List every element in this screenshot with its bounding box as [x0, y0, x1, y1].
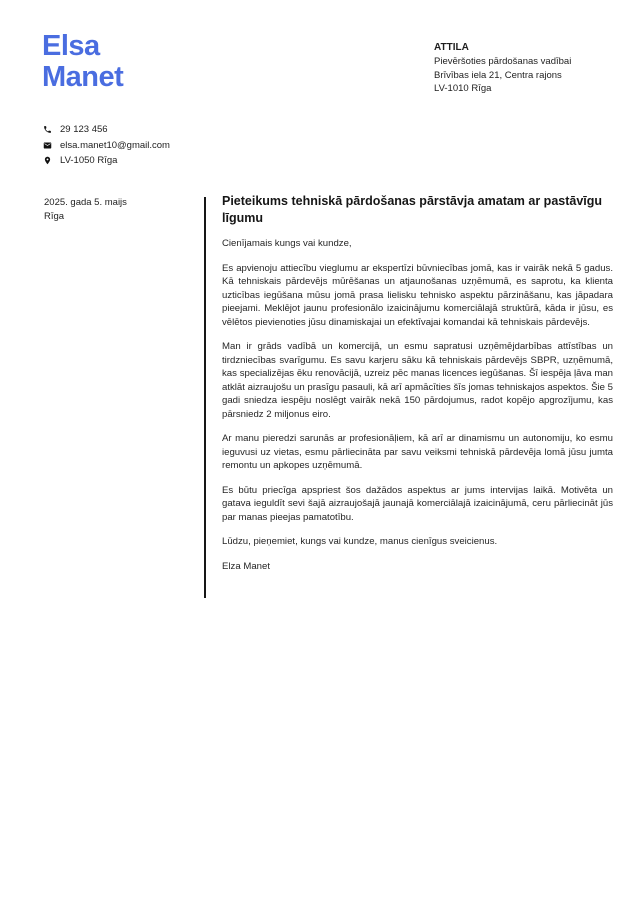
- contact-row-email: [42, 138, 170, 154]
- letter-paragraph: Es apvienoju attiecību vieglumu ar ekspertīzi būvniecības jomā, kas ir vairāk nekā 5 gadus. Kā tehniskais pārdevējs mūrēšanas un atjaunošanas uzņēmumā, es saprotu, ka klienta uzticības iegūšana mūsu jomā prasa lielisku tehnisko aspektu pārzināšanu, kas jāpadara pieejami. Meklējot jaunu profesionālo izaicinājumu komerciālajā struktūrā, kāda ir jūsu, es vēlētos pievienoties jūsu dinamiskajai un efektīvajai komandai kā tehniskais pārdevējs.: [222, 262, 613, 328]
- sender-last-name: Manet: [42, 61, 124, 93]
- contact-email-value: elsa.manet10@gmail.com: [60, 139, 170, 151]
- date-block: [44, 196, 127, 223]
- letter-body: [222, 193, 613, 573]
- vertical-divider: [204, 197, 206, 598]
- letter-paragraph: Ar manu pieredzi sarunās ar profesionāļiem, kā arī ar dinamismu un autonomiju, ko esmu ieguvusi uz vietas, esmu pārliecināta par savu veiksmi tehniskā pārdevēja lomā jūsu jumta remontu un apkopes uzņēmumā.: [222, 433, 613, 471]
- contact-address-value: LV-1050 Rīga: [60, 155, 118, 167]
- letter-closing: Lūdzu, pieņemiet, kungs vai kundze, manus cienīgus sveicienus.: [222, 536, 498, 547]
- letter-paragraph: Man ir grāds vadībā un komercijā, un esmu sapratusi uzņēmējdarbības attīstības un tirdzniecības svarīgumu. Es savu karjeru sāku kā tehniskais pārdevējs SBPR, uzņēmumā, kas specializējas ēku renovācijā, uzreiz pēc manas licences iegūšanas. Šī iespēja ļāva man atklāt aizraujošu un prasīgu pasauli, kā arī apmācīties šīs jomas tehniskajos aspektos. Šie 5 gadi sniedza iespēju noslēgt vairāk nekā 150 pārdojumus, radot kopējo apgrozījumu, kas pārsniedz 2 miljonus eiro.: [222, 341, 613, 420]
- letter-city: Rīga: [44, 210, 65, 222]
- contact-block: [42, 122, 170, 169]
- sender-name: [42, 31, 123, 93]
- contact-row-phone: [42, 122, 170, 138]
- phone-icon: [42, 125, 52, 135]
- letter-signature: Elza Manet: [222, 560, 270, 572]
- letter-salutation: Cienījamais kungs vai kundze,: [222, 238, 352, 249]
- letter-date: 2025. gada 5. maijs: [44, 197, 127, 208]
- letter-title: Pieteikums tehniskā pārdošanas pārstāvja amatam ar pastāvīgu līgumu: [222, 194, 603, 225]
- recipient-block: [434, 41, 571, 95]
- recipient-line: LV-1010 Rīga: [434, 82, 492, 94]
- recipient-line: Pievēršoties pārdošanas vadībai: [434, 56, 572, 68]
- envelope-icon: [42, 140, 52, 150]
- recipient-line: Brīvības iela 21, Centra rajons: [434, 69, 562, 81]
- map-pin-icon: [42, 156, 52, 166]
- contact-row-address: [42, 153, 170, 169]
- contact-phone-value: 29 123 456: [60, 124, 108, 136]
- recipient-company: ATTILA: [434, 42, 469, 53]
- sender-first-name: Elsa: [42, 30, 100, 62]
- letter-paragraph: Es būtu priecīga apspriest šos dažādos aspektus ar jums intervijas laikā. Motivēta un gatava ieguldīt sevi šajā aizraujošajā jaunajā komerciālajā izaicinājumā, ceru pārliecināt jūs par manas pieejas pamatotību.: [222, 484, 613, 523]
